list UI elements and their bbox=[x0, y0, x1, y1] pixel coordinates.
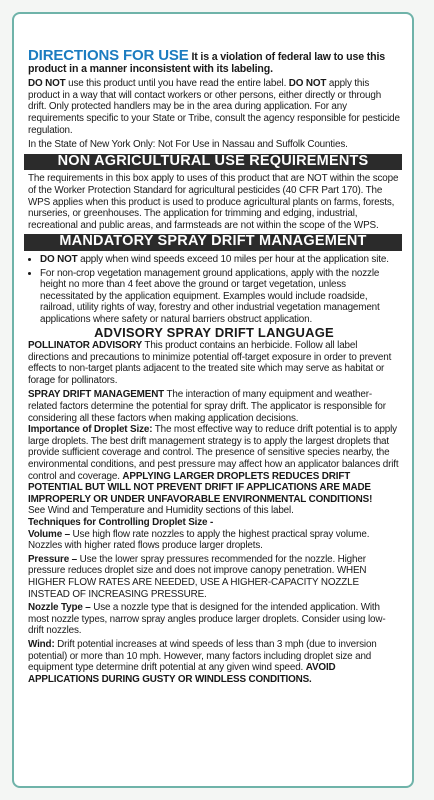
nozzle-label: Nozzle Type – bbox=[28, 602, 91, 614]
directions-paragraph bbox=[28, 47, 400, 75]
directions-text-1: use this product until you have read the entire label. bbox=[65, 78, 289, 90]
spray-drift-list bbox=[28, 254, 400, 326]
non-ag-heading: NON AGRICULTURAL USE REQUIREMENTS bbox=[24, 154, 402, 171]
nozzle-text: Use a nozzle type that is designed for the intended application. With most nozzle types, narrow spray angles produce larger droplets. Consider using low-drift nozzles. bbox=[28, 602, 386, 637]
bullet-1-text: apply when wind speeds exceed 10 miles per hour at the application site. bbox=[77, 253, 389, 265]
nozzle-paragraph bbox=[28, 602, 400, 637]
droplet-paragraph bbox=[28, 424, 400, 505]
label-content bbox=[14, 14, 412, 685]
droplet-label: Importance of Droplet Size: bbox=[28, 424, 153, 436]
advisory-heading: ADVISORY SPRAY DRIFT LANGUAGE bbox=[94, 325, 334, 341]
volume-text: Use high flow rate nozzles to apply the highest practical spray volume. Nozzles with higher rated flows produce larger droplets. bbox=[28, 528, 370, 552]
pressure-label: Pressure – bbox=[28, 553, 78, 565]
techniques-label: Techniques for Controlling Droplet Size - bbox=[28, 516, 214, 528]
directions-lead: It is a violation of federal law to use this product in a manner inconsistent with its labeling. bbox=[28, 51, 385, 75]
label-panel bbox=[12, 12, 414, 788]
pollinator-text: This product contains an herbicide. Follow all label directions and precautions to minimize potential off-target exposure in order to prevent effects to non-target plants adjacent to the treated site which may serve as habitat or forage for pollinators. bbox=[28, 340, 392, 386]
sdm-text: The interaction of many equipment and weather-related factors determine the potential for spray drift. The applicator is responsible for considering all these factors when making application decisions. bbox=[28, 389, 386, 424]
do-not-3: DO NOT bbox=[40, 253, 78, 265]
directions-title: DIRECTIONS FOR USE bbox=[28, 47, 189, 64]
directions-text-2: apply this product in a way that will contact workers or other persons, either directly or through drift. Only protected handlers may be in the area during application. For any requirements specific to your State or Tribe, consult the agency responsible for pesticide regulation. bbox=[28, 78, 400, 136]
do-not-1: DO NOT bbox=[28, 78, 66, 90]
wind-paragraph bbox=[28, 639, 400, 685]
list-item bbox=[40, 254, 400, 266]
list-item: • For non-crop vegetation management ground applications, apply with the nozzle height no more than 4 feet above the ground or target vegetation, unless necessitated by the application equipment. Examples would include roadside, railroad, utility rights of way, forestry and other industrial vegetation management applications where safety or natural barriers obstruct application. bbox=[40, 268, 400, 326]
wind-text: Drift potential increases at wind speeds of less than 3 mph (due to inversion potential) or more than 10 mph. However, many factors including droplet size and equipment type determine drift potential at any given wind speed. bbox=[28, 638, 377, 674]
pressure-text: Use the lower spray pressures recommended for the nozzle. Higher pressure reduces droplet size and does not improve canopy penetration. WHEN HIGHER FLOW RATES ARE NEEDED, USE A HIGHER-CAPACITY NOZZLE INSTEAD OF INCREASING PRESSURE. bbox=[28, 553, 367, 600]
wind-label: Wind: bbox=[28, 638, 55, 650]
see-sections: See Wind and Temperature and Humidity sections of this label. bbox=[28, 505, 294, 517]
volume-paragraph bbox=[28, 529, 400, 552]
droplet-warning: APPLYING LARGER DROPLETS REDUCES DRIFT POTENTIAL BUT WILL NOT PREVENT DRIFT IF APPLICATIONS ARE MADE IMPROPERLY OR UNDER UNFAVORABLE ENVIRONMENTAL CONDITIONS! bbox=[28, 470, 373, 505]
directions-text bbox=[28, 78, 400, 136]
wind-warning: AVOID APPLICATIONS DURING GUSTY OR WINDLESS CONDITIONS. bbox=[28, 662, 336, 685]
do-not-2: DO NOT bbox=[288, 78, 327, 90]
sdm-paragraph bbox=[28, 389, 400, 424]
spray-drift-heading: MANDATORY SPRAY DRIFT MANAGEMENT bbox=[24, 234, 402, 251]
non-ag-text: The requirements in this box apply to uses of this product that are NOT within the scope of the Worker Protection Standard for agricultural pesticides (40 CFR Part 170). The WPS applies when this product is used to produce agricultural plants on farms, forests, nurseries, or greenhouses. The application for trimming and edging, industrial, recreational and public areas, and farmsteads are not within the scope of the WPS. bbox=[28, 173, 399, 231]
droplet-text: The most effective way to reduce drift potential is to apply large droplets. The best drift management strategy is to apply the largest droplets that provide sufficient coverage and control. The presence of sensitive species nearby, the environmental conditions, and pest pressure may affect how an applicator balances drift control and coverage. bbox=[28, 424, 399, 482]
techniques-heading bbox=[28, 517, 400, 529]
pressure-paragraph bbox=[28, 554, 400, 600]
pollinator-label: POLLINATOR ADVISORY bbox=[28, 340, 143, 352]
new-york-note: In the State of New York Only: Not For Use in Nassau and Suffolk Counties. bbox=[28, 139, 348, 151]
pollinator-paragraph bbox=[28, 340, 400, 386]
sdm-label: SPRAY DRIFT MANAGEMENT bbox=[28, 389, 165, 401]
volume-label: Volume – bbox=[28, 528, 70, 540]
